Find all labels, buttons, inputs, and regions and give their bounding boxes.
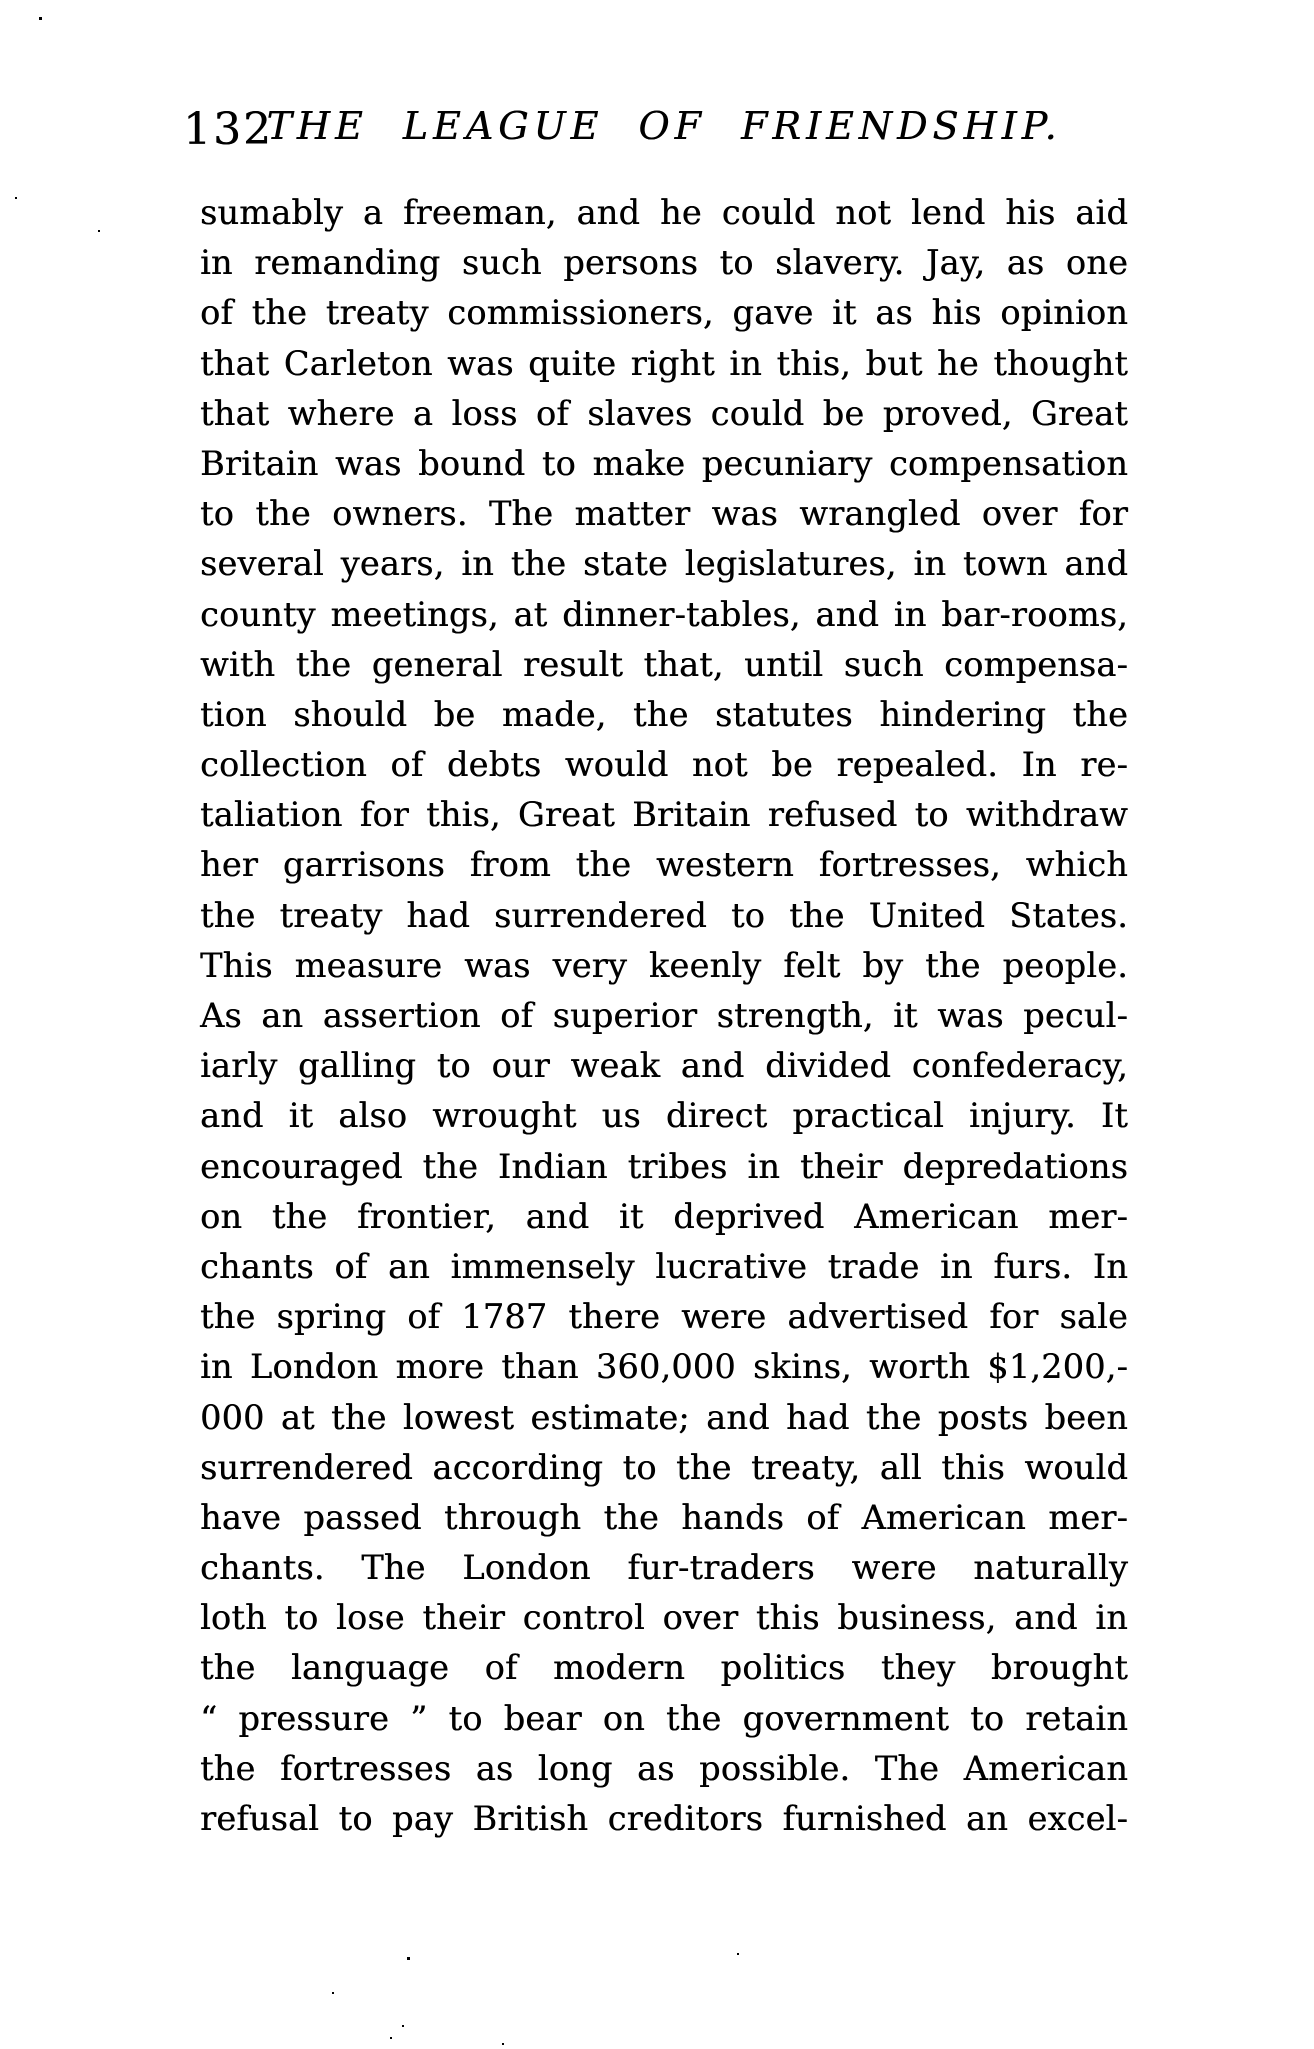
text-line: the spring of 1787 there were advertised for sale [200,1297,1128,1337]
text-line: her garrisons from the western fortresses, which [200,845,1128,885]
text-line: chants. The London fur-traders were naturally [200,1548,1128,1588]
text-line: “ pressure ” to bear on the government to retain [200,1698,1128,1738]
text-line: collection of debts would not be repealed. In re- [200,745,1128,785]
text-line: have passed through the hands of American mer- [200,1497,1128,1537]
scan-speck [332,1992,334,1994]
text-line: in London more than 360,000 skins, worth $1,200,- [200,1347,1128,1387]
running-head: THE LEAGUE OF FRIENDSHIP. [266,104,1062,148]
body-text [200,188,1128,1844]
text-line: encouraged the Indian tribes in their depredations [200,1146,1128,1186]
text-line: on the frontier, and it deprived American mer- [200,1196,1128,1236]
text-line: loth to lose their control over this business, and in [200,1598,1128,1638]
text-line: Britain was bound to make pecuniary compensation [200,443,1128,483]
scan-speck [402,2025,404,2027]
text-line: the language of modern politics they brought [200,1648,1128,1688]
text-line: with the general result that, until such compensa- [200,644,1128,684]
scan-speck [737,1953,739,1955]
text-line: county meetings, at dinner-tables, and in bar-rooms, [200,594,1128,634]
text-line: This measure was very keenly felt by the people. [200,945,1128,985]
text-line: and it also wrought us direct practical injury. It [200,1096,1128,1136]
scan-speck [390,2037,392,2039]
text-line: refusal to pay British creditors furnished an excel- [200,1799,1128,1838]
text-line: that Carleton was quite right in this, but he thought [200,343,1128,383]
scan-speck [502,2043,504,2045]
text-line: tion should be made, the statutes hindering the [200,694,1128,734]
text-line: surrendered according to the treaty, all this would [200,1447,1128,1487]
scan-speck [407,1957,410,1960]
text-line: chants of an immensely lucrative trade in furs. In [200,1246,1128,1286]
page-number: 132 [183,104,273,155]
scan-speck [39,17,42,20]
text-line: sumably a freeman, and he could not lend his aid [200,193,1128,232]
text-line: that where a loss of slaves could be proved, Great [200,393,1128,433]
text-line: 000 at the lowest estimate; and had the posts been [200,1397,1128,1437]
scan-speck [15,197,17,199]
text-line: to the owners. The matter was wrangled over for [200,494,1128,534]
scan-speck [98,230,100,232]
text-line: several years, in the state legislatures, in town and [200,544,1128,584]
text-line: the treaty had surrendered to the United States. [200,895,1128,935]
page-header [183,100,1128,155]
text-line: iarly galling to our weak and divided confederacy, [200,1046,1128,1086]
text-line: As an assertion of superior strength, it was pecul- [200,996,1128,1035]
text-line: the fortresses as long as possible. The American [200,1748,1128,1788]
text-line: taliation for this, Great Britain refused to withdraw [200,795,1128,835]
text-line: of the treaty commissioners, gave it as his opinion [200,293,1128,333]
text-line: in remanding such persons to slavery. Jay, as one [200,243,1128,283]
